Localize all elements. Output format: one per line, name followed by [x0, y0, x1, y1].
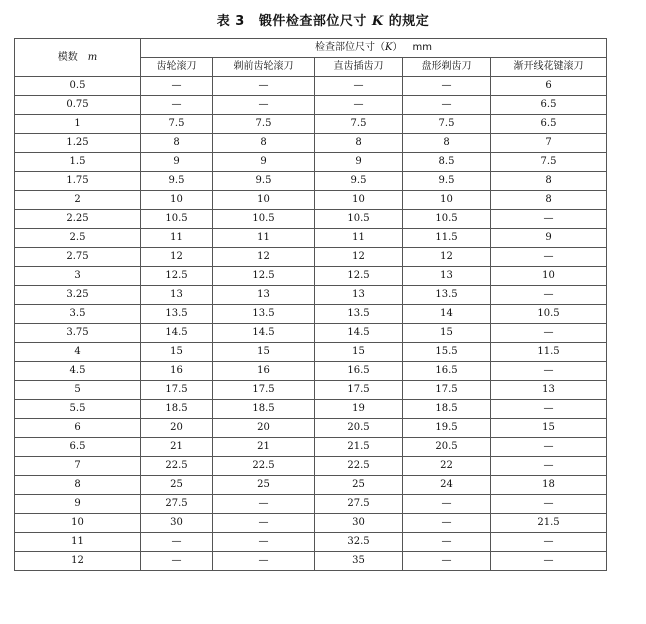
table-title-suffix: 的规定 — [388, 14, 430, 29]
dimension-cell: 8 — [491, 191, 607, 210]
table-row — [15, 419, 607, 438]
modulus-cell: 3.25 — [15, 286, 141, 305]
dimension-cell: 13.5 — [315, 305, 403, 324]
dimension-cell: 16 — [213, 362, 315, 381]
dimension-cell: 7.5 — [315, 115, 403, 134]
table-row — [15, 134, 607, 153]
table-row — [15, 191, 607, 210]
dimension-cell: 18.5 — [141, 400, 213, 419]
table-body — [15, 77, 607, 571]
table-row — [15, 210, 607, 229]
dimension-cell: — — [213, 533, 315, 552]
dimension-cell: 13 — [141, 286, 213, 305]
dimension-cell: 17.5 — [213, 381, 315, 400]
dimension-cell: 24 — [403, 476, 491, 495]
dimension-cell: 11.5 — [491, 343, 607, 362]
dimension-cell: 12 — [403, 248, 491, 267]
dimension-cell: — — [213, 96, 315, 115]
table-row — [15, 533, 607, 552]
dimension-cell: — — [141, 533, 213, 552]
modulus-cell: 0.75 — [15, 96, 141, 115]
dimension-cell: — — [403, 514, 491, 533]
modulus-cell: 12 — [15, 552, 141, 571]
modulus-cell: 8 — [15, 476, 141, 495]
group-header-right: ） — [392, 42, 403, 53]
table-row — [15, 96, 607, 115]
dimension-cell: 8 — [213, 134, 315, 153]
dimension-cell: 21 — [213, 438, 315, 457]
table-row — [15, 514, 607, 533]
dimension-cell: — — [491, 324, 607, 343]
dimension-cell: 10 — [141, 191, 213, 210]
table-row — [15, 343, 607, 362]
dimension-cell: 15 — [491, 419, 607, 438]
dimension-cell: 15 — [403, 324, 491, 343]
table-row — [15, 476, 607, 495]
dimension-cell: 16.5 — [403, 362, 491, 381]
table-row — [15, 381, 607, 400]
dimension-cell: 6.5 — [491, 96, 607, 115]
modulus-cell: 10 — [15, 514, 141, 533]
dimension-cell: — — [403, 533, 491, 552]
dimension-cell: 17.5 — [141, 381, 213, 400]
dimension-cell: 8.5 — [403, 153, 491, 172]
dimension-cell: 9.5 — [213, 172, 315, 191]
modulus-cell: 1.75 — [15, 172, 141, 191]
column-header: 直齿插齿刀 — [315, 58, 403, 77]
dimension-cell: 11.5 — [403, 229, 491, 248]
dimension-cell: 7 — [491, 134, 607, 153]
dimension-cell: 9.5 — [315, 172, 403, 191]
dimension-cell: 9.5 — [403, 172, 491, 191]
dimension-cell: 13.5 — [403, 286, 491, 305]
dimension-cell: 10 — [315, 191, 403, 210]
dimension-cell: — — [491, 248, 607, 267]
dimension-table — [14, 38, 607, 571]
dimension-cell: 12 — [315, 248, 403, 267]
dimension-cell: 11 — [315, 229, 403, 248]
modulus-cell: 5.5 — [15, 400, 141, 419]
dimension-cell: — — [491, 362, 607, 381]
dimension-cell: 35 — [315, 552, 403, 571]
column-header: 剃前齿轮滚刀 — [213, 58, 315, 77]
dimension-cell: 6 — [491, 77, 607, 96]
table-row — [15, 229, 607, 248]
dimension-cell: — — [213, 552, 315, 571]
dimension-cell: 14.5 — [213, 324, 315, 343]
dimension-cell: 8 — [315, 134, 403, 153]
dimension-cell: — — [403, 77, 491, 96]
dimension-cell: 10 — [213, 191, 315, 210]
dimension-cell: 13 — [315, 286, 403, 305]
dimension-cell: 7.5 — [213, 115, 315, 134]
dimension-cell: 12 — [213, 248, 315, 267]
modulus-cell: 9 — [15, 495, 141, 514]
column-header: 齿轮滚刀 — [141, 58, 213, 77]
modulus-cell: 11 — [15, 533, 141, 552]
group-header-unit: mm — [412, 42, 432, 53]
table-row — [15, 115, 607, 134]
dimension-cell: 14.5 — [315, 324, 403, 343]
modulus-cell: 6 — [15, 419, 141, 438]
dimension-cell: 12.5 — [213, 267, 315, 286]
dimension-cell: 21.5 — [491, 514, 607, 533]
dimension-cell: 15.5 — [403, 343, 491, 362]
dimension-cell: 15 — [315, 343, 403, 362]
table-row — [15, 286, 607, 305]
dimension-cell: 12 — [141, 248, 213, 267]
table-row — [15, 77, 607, 96]
dimension-cell: — — [141, 552, 213, 571]
modulus-cell: 7 — [15, 457, 141, 476]
dimension-cell: 9 — [315, 153, 403, 172]
dimension-cell: 15 — [213, 343, 315, 362]
dimension-cell: 12.5 — [141, 267, 213, 286]
modulus-cell: 6.5 — [15, 438, 141, 457]
column-header: 盘形剃齿刀 — [403, 58, 491, 77]
dimension-cell: 10.5 — [315, 210, 403, 229]
group-header-variable: K — [385, 42, 393, 53]
dimension-cell: 25 — [315, 476, 403, 495]
modulus-cell: 2.25 — [15, 210, 141, 229]
dimension-cell: 22 — [403, 457, 491, 476]
dimension-cell: 19.5 — [403, 419, 491, 438]
dimension-cell: — — [315, 77, 403, 96]
dimension-cell: 21.5 — [315, 438, 403, 457]
dimension-cell: — — [315, 96, 403, 115]
dimension-cell: 7.5 — [141, 115, 213, 134]
dimension-cell: 16 — [141, 362, 213, 381]
dimension-cell: — — [403, 96, 491, 115]
dimension-cell: 14.5 — [141, 324, 213, 343]
modulus-cell: 4.5 — [15, 362, 141, 381]
dimension-cell: — — [403, 552, 491, 571]
dimension-cell: 12.5 — [315, 267, 403, 286]
dimension-cell: 10.5 — [403, 210, 491, 229]
dimension-cell: — — [141, 77, 213, 96]
dimension-cell: 10 — [491, 267, 607, 286]
dimension-cell: 9.5 — [141, 172, 213, 191]
dimension-cell: 8 — [403, 134, 491, 153]
dimension-cell: 10.5 — [213, 210, 315, 229]
modulus-cell: 3.5 — [15, 305, 141, 324]
table-title-text: 锻件检查部位尺寸 — [258, 14, 367, 29]
table-row — [15, 324, 607, 343]
dimension-cell: — — [491, 552, 607, 571]
dimension-cell: — — [491, 438, 607, 457]
modulus-cell: 1 — [15, 115, 141, 134]
dimension-cell: — — [213, 514, 315, 533]
dimension-cell: — — [491, 495, 607, 514]
dimension-cell: 21 — [141, 438, 213, 457]
dimension-cell: 10 — [403, 191, 491, 210]
dimension-cell: 14 — [403, 305, 491, 324]
modulus-cell: 1.5 — [15, 153, 141, 172]
modulus-cell: 5 — [15, 381, 141, 400]
dimension-cell: 7.5 — [403, 115, 491, 134]
table-row — [15, 495, 607, 514]
dimension-cell: 16.5 — [315, 362, 403, 381]
modulus-cell: 2.75 — [15, 248, 141, 267]
dimension-cell: 25 — [213, 476, 315, 495]
modulus-cell: 2.5 — [15, 229, 141, 248]
table-row — [15, 552, 607, 571]
column-header: 渐开线花键滚刀 — [491, 58, 607, 77]
table-row — [15, 267, 607, 286]
dimension-cell: 22.5 — [141, 457, 213, 476]
dimension-cell: 20 — [213, 419, 315, 438]
dimension-cell: 13.5 — [141, 305, 213, 324]
dimension-cell: — — [403, 495, 491, 514]
dimension-cell: 18 — [491, 476, 607, 495]
table-row — [15, 362, 607, 381]
dimension-cell: 20.5 — [403, 438, 491, 457]
modulus-cell: 1.25 — [15, 134, 141, 153]
dimension-cell: — — [491, 457, 607, 476]
modulus-symbol: m — [87, 51, 98, 63]
dimension-cell: 18.5 — [403, 400, 491, 419]
dimension-cell: 9 — [491, 229, 607, 248]
dimension-cell: 13 — [213, 286, 315, 305]
dimension-cell: — — [213, 77, 315, 96]
modulus-cell: 3.75 — [15, 324, 141, 343]
table-row — [15, 438, 607, 457]
dimension-cell: 32.5 — [315, 533, 403, 552]
modulus-cell: 2 — [15, 191, 141, 210]
dimension-cell: 11 — [141, 229, 213, 248]
dimension-cell: 7.5 — [491, 153, 607, 172]
dimension-cell: 10.5 — [141, 210, 213, 229]
dimension-cell: 17.5 — [403, 381, 491, 400]
dimension-cell: — — [213, 495, 315, 514]
dimension-cell: — — [491, 286, 607, 305]
dimension-cell: 15 — [141, 343, 213, 362]
dimension-cell: 27.5 — [141, 495, 213, 514]
table-row — [15, 248, 607, 267]
modulus-cell: 0.5 — [15, 77, 141, 96]
dimension-cell: 9 — [213, 153, 315, 172]
dimension-cell: 8 — [491, 172, 607, 191]
dimension-cell: 30 — [315, 514, 403, 533]
header-row-group — [15, 39, 607, 58]
dimension-cell: — — [141, 96, 213, 115]
dimension-cell: 18.5 — [213, 400, 315, 419]
dimension-cell: 11 — [213, 229, 315, 248]
dimension-cell: 19 — [315, 400, 403, 419]
modulus-cell: 4 — [15, 343, 141, 362]
group-header-left: 检查部位尺寸（ — [315, 42, 386, 53]
dimension-cell: 13.5 — [213, 305, 315, 324]
modulus-header-cell — [15, 39, 141, 77]
dimension-cell: 20.5 — [315, 419, 403, 438]
dimension-cell: 25 — [141, 476, 213, 495]
dimension-cell: 17.5 — [315, 381, 403, 400]
table-row — [15, 457, 607, 476]
table-title — [0, 10, 646, 29]
modulus-cell: 3 — [15, 267, 141, 286]
group-header-cell — [141, 39, 607, 58]
dimension-cell: 10.5 — [491, 305, 607, 324]
dimension-cell: 30 — [141, 514, 213, 533]
dimension-cell: 22.5 — [315, 457, 403, 476]
dimension-cell: 22.5 — [213, 457, 315, 476]
table-row — [15, 400, 607, 419]
dimension-cell: 8 — [141, 134, 213, 153]
dimension-cell: 13 — [491, 381, 607, 400]
table-row — [15, 153, 607, 172]
dimension-cell: — — [491, 210, 607, 229]
modulus-header-label: 模数 — [57, 51, 78, 63]
table-number: 表 3 — [216, 14, 245, 29]
dimension-cell: — — [491, 400, 607, 419]
table-row — [15, 305, 607, 324]
dimension-cell: — — [491, 533, 607, 552]
dimension-cell: 13 — [403, 267, 491, 286]
dimension-cell: 27.5 — [315, 495, 403, 514]
dimension-cell: 9 — [141, 153, 213, 172]
dimension-cell: 20 — [141, 419, 213, 438]
dimension-cell: 6.5 — [491, 115, 607, 134]
table-title-variable: K — [371, 14, 384, 29]
table-row — [15, 172, 607, 191]
